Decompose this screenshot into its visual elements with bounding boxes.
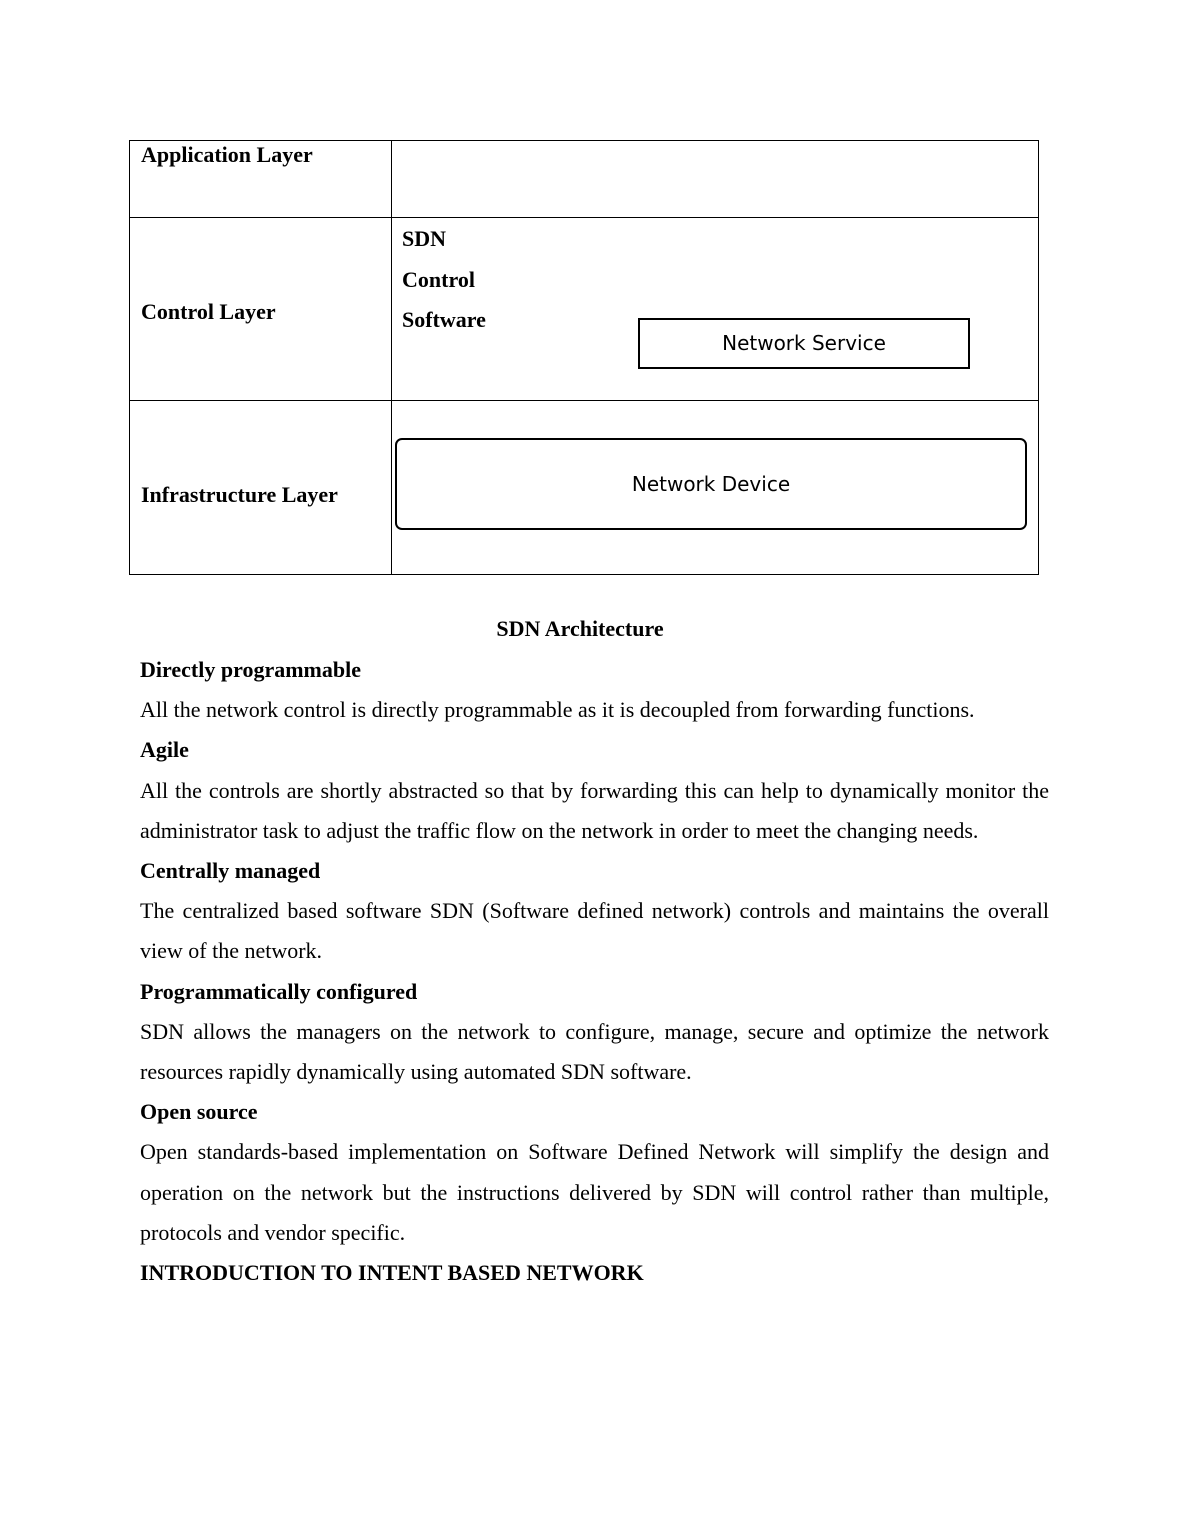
section-paragraph: Open standards-based implementation on Software Defined Network will simplify the design and operation on the network but the instructions delivered by SDN will control rather than multiple, protocols and vendor specific.: [140, 1139, 1049, 1245]
diagram-caption: SDN Architecture: [496, 616, 664, 641]
sdn-stack-line: SDN: [402, 226, 447, 251]
section-heading: Agile: [140, 737, 189, 763]
section-paragraph: All the network control is directly programmable as it is decoupled from forwarding functions.: [140, 697, 975, 723]
section-heading: Directly programmable: [140, 657, 361, 682]
section-heading: Open source: [140, 1099, 258, 1125]
section-paragraph: The centralized based software SDN (Software defined network) controls and maintains the overall view of the network.: [140, 898, 1049, 964]
section-paragraph: All the controls are shortly abstracted so that by forwarding this can help to dynamically monitor the administrator task to adjust the traffic flow on the network in order to meet the changing needs.: [140, 777, 1049, 843]
next-section-heading: INTRODUCTION TO INTENT BASED NETWORK: [140, 1260, 644, 1286]
network-service-box: Network Service: [638, 318, 970, 369]
network-device-box: Network Device: [395, 438, 1027, 530]
section-heading: Centrally managed: [140, 858, 321, 884]
document-body: [140, 650, 1049, 1293]
infrastructure-layer-row: [130, 401, 1038, 574]
section-heading: Programmatically configured: [140, 978, 418, 1004]
sdn-control-software-label: [402, 219, 486, 341]
section-paragraph: SDN allows the managers on the network to configure, manage, secure and optimize the network resources rapidly dynamically using automated SDN software.: [140, 1018, 1049, 1085]
control-layer-label: Control Layer: [141, 299, 276, 324]
infrastructure-layer-label: Infrastructure Layer: [141, 482, 338, 507]
application-layer-label: Application Layer: [141, 142, 313, 167]
control-layer-row: [130, 218, 1038, 401]
sdn-stack-line: Software: [402, 307, 486, 332]
sdn-stack-line: Control: [402, 266, 475, 292]
sdn-architecture-diagram: [129, 140, 1039, 575]
application-layer-row: [130, 141, 1038, 218]
